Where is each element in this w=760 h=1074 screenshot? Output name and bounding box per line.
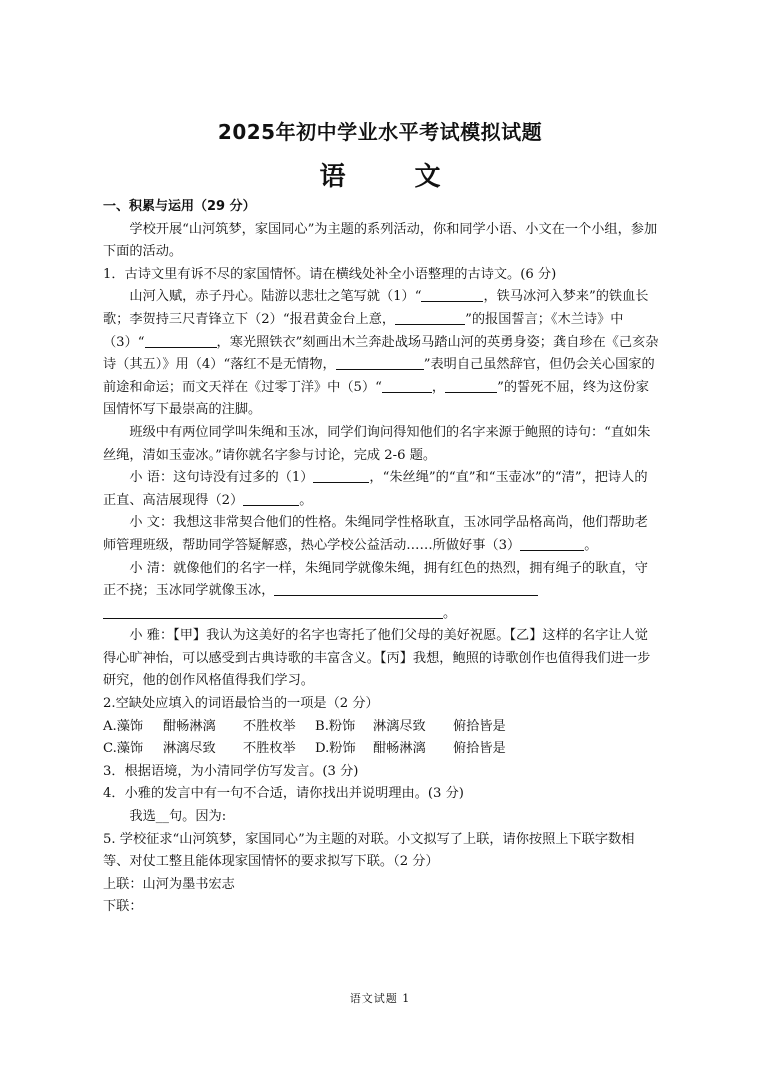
blank-xiaoyu-2[interactable] (243, 491, 299, 506)
question-3: 3．根据语境，为小清同学仿写发言。(3 分) (103, 763, 359, 779)
option-text[interactable]: 俯拾皆是 (453, 741, 506, 757)
q1-segment: ，寒光照铁衣”刻画出木兰奔赴战场马踏山河的英勇身姿；龚自珍在《己亥杂诗（其五）》用（4）“落红不是无情物， (103, 334, 659, 373)
names-paragraph: 班级中有两位同学叫朱绳和玉冰，同学们询问得知他们的名字来源于鲍照的诗句：“直如朱丝绳，清如玉壶冰。”请你就名字参与讨论，完成 2-6 题。 (103, 424, 651, 463)
speech-text: 小 清：就像他们的名字一样，朱绳同学就像朱绳，拥有红色的热烈，拥有绳子的耿直，守正不挠；玉冰同学就像玉冰， (103, 560, 648, 599)
q1-segment: ”的誓死不屈，终为这份家国情怀写下最崇高的注脚。 (103, 379, 649, 418)
speech-text: 小 语：这句诗没有过多的（1） (129, 470, 314, 486)
option-text[interactable]: 俯拾皆是 (453, 718, 506, 734)
question-2-options (103, 716, 659, 761)
xiaoyu-speech (103, 467, 659, 512)
question-1-text (103, 286, 659, 422)
answer-blank-2[interactable] (395, 310, 465, 325)
question-5: 5. 学校征求“山河筑梦，家国同心”为主题的对联。小文拟写了上联，请你按照上下联字数相等、对仗工整且能体现家国情怀的要求拟写下联。（2 分） (103, 831, 635, 870)
speech-text: 。 (299, 492, 313, 508)
option-text[interactable]: 酣畅淋漓 (373, 741, 426, 757)
q1-segment: ， (431, 379, 446, 395)
page-footer: 语文试题 1 (349, 992, 411, 1005)
option-text[interactable]: 不胜枚举 (243, 718, 296, 734)
blank-xiaowen-3[interactable] (520, 536, 584, 551)
speech-text: 。 (443, 605, 457, 621)
blank-xiaoqing-imitation-cont[interactable] (103, 604, 443, 619)
option-text[interactable]: B.粉饰 (315, 718, 356, 734)
question-4: 4．小雅的发言中有一句不合适，请你找出并说明理由。(3 分) (103, 786, 464, 802)
question-4-answer-line[interactable]: 我选__句。因为: (129, 809, 227, 825)
answer-blank-5a[interactable] (382, 378, 432, 393)
option-text[interactable]: 不胜枚举 (243, 741, 296, 757)
option-text[interactable]: 淋漓尽致 (163, 741, 216, 757)
option-text[interactable]: 酣畅淋漓 (163, 718, 216, 734)
speech-text: 小 文：我想这非常契合他们的性格。朱绳同学性格耿直，玉冰同学品格高尚，他们帮助老师管理班级，帮助同学答疑解惑，热心学校公益活动……所做好事（3） (103, 515, 648, 553)
q1-segment: ”的报国誓言；《木兰诗》中（3）“ (103, 311, 624, 350)
xiaoqing-speech (103, 558, 659, 626)
speech-text: 。 (584, 537, 598, 553)
section-heading: 一、积累与运用（29 分） (103, 199, 256, 214)
blank-xiaoqing-imitation[interactable] (274, 581, 538, 596)
answer-blank-5b[interactable] (445, 378, 497, 393)
answer-blank-3[interactable] (145, 333, 217, 348)
exam-body (103, 196, 659, 919)
speech-text: ，“朱丝绳”的“直”和“玉壶冰”的“清”，把诗人的正直、高洁展现得（2） (103, 470, 648, 508)
q1-segment: ”表明自己虽然辞官，但仍会关心国家的前途和命运；而文天祥在《过零丁洋》中（5）“ (103, 357, 655, 395)
question-1-stem: 1．古诗文里有诉不尽的家国情怀。请在横线处补全小语整理的古诗文。(6 分) (103, 266, 557, 282)
option-row (103, 716, 659, 739)
question-2: 2.空缺处应填入的词语最恰当的一项是（2 分） (103, 696, 379, 712)
lower-couplet[interactable]: 下联： (103, 899, 143, 915)
answer-blank-4[interactable] (336, 355, 424, 370)
option-text[interactable]: D.粉饰 (315, 741, 356, 757)
xiaoya-speech: 小 雅：【甲】我认为这美好的名字也寄托了他们父母的美好祝愿。【乙】这样的名字让人觉得心旷神怡，可以感受到古典诗歌的丰富含义。【丙】我想，鲍照的诗歌创作也值得我们进一步研究，他的创作风格值得我们学习。 (103, 628, 651, 689)
blank-xiaoyu-1[interactable] (313, 468, 369, 483)
xiaowen-speech (103, 512, 659, 557)
q1-segment: ，铁马冰河入梦来”的铁血长歌；李贺持三尺青锋立下（2）“报君黄金台上意， (103, 289, 649, 327)
option-text[interactable]: 淋漓尽致 (373, 718, 426, 734)
upper-couplet: 上联：山河为墨书宏志 (103, 876, 235, 892)
option-row (103, 738, 659, 761)
q1-segment: 山河入赋，赤子丹心。陆游以悲壮之笔写就（1）“ (129, 289, 422, 305)
answer-blank-1[interactable] (421, 287, 483, 302)
option-text[interactable]: C.藻饰 (103, 741, 144, 757)
subject-title: 语 文 (319, 162, 471, 192)
option-text[interactable]: A.藻饰 (103, 718, 144, 734)
activity-intro: 学校开展“山河筑梦，家国同心”为主题的系列活动，你和同学小语、小文在一个小组，参加下面的活动。 (103, 221, 658, 260)
page-title: 2025年初中学业水平考试模拟试题 (217, 120, 543, 144)
